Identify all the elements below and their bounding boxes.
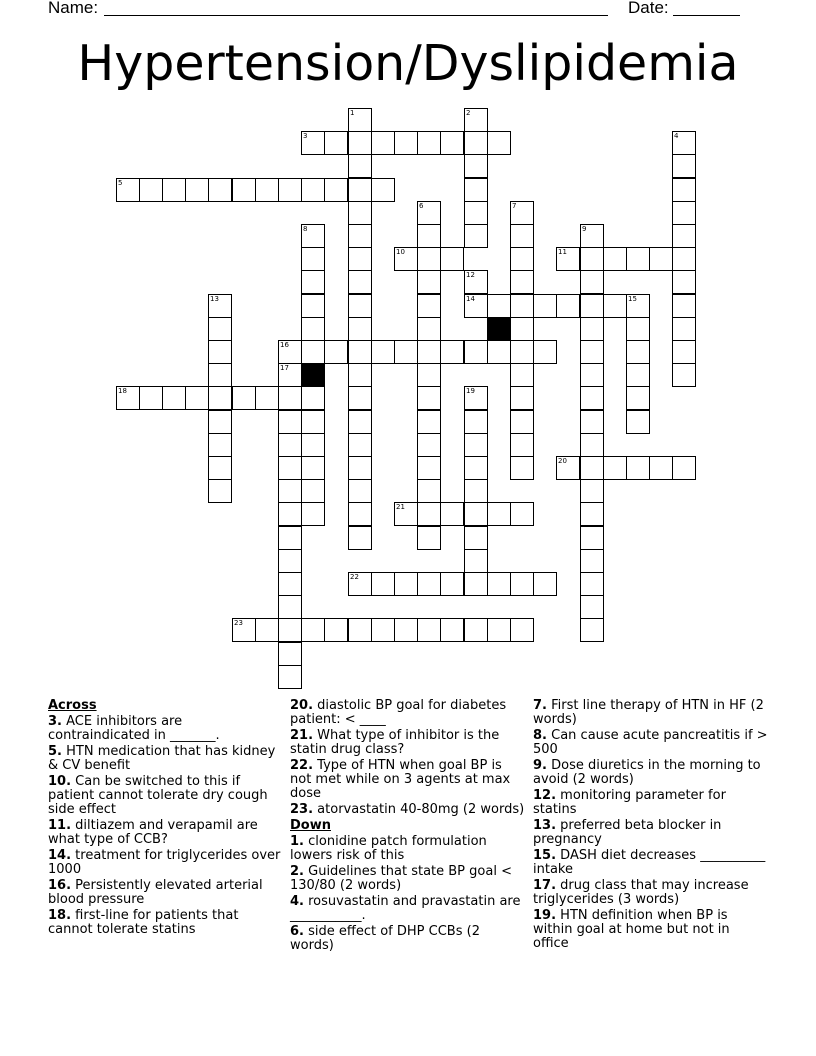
grid-cell[interactable] <box>580 270 604 294</box>
grid-cell[interactable] <box>162 386 186 410</box>
grid-cell[interactable] <box>580 502 604 526</box>
grid-cell[interactable] <box>672 456 696 480</box>
grid-cell[interactable] <box>487 572 511 596</box>
clue-across-16: 16. Persistently elevated arterial blood pressure <box>48 878 263 907</box>
clue-number: 12 <box>466 271 475 279</box>
grid-cell[interactable] <box>139 386 163 410</box>
grid-cell[interactable] <box>324 340 348 364</box>
grid-cell[interactable] <box>324 178 348 202</box>
grid-cell[interactable] <box>487 294 511 318</box>
grid-cell[interactable] <box>487 502 511 526</box>
grid-cell[interactable] <box>301 131 325 155</box>
clues-column-1 <box>48 699 283 939</box>
clue-across-23: 23. atorvastatin 40-80mg (2 words) <box>290 802 525 817</box>
clue-number: 16 <box>280 341 289 349</box>
grid-cell[interactable] <box>556 456 580 480</box>
grid-cell[interactable] <box>371 572 395 596</box>
grid-cell[interactable] <box>464 502 488 526</box>
grid-cell[interactable] <box>417 131 441 155</box>
grid-cell[interactable] <box>371 131 395 155</box>
grid-cell[interactable] <box>626 386 650 410</box>
grid-cell[interactable] <box>348 108 372 132</box>
grid-cell[interactable] <box>278 549 302 573</box>
grid-cell[interactable] <box>301 178 325 202</box>
page-title: Hypertension/Dyslipidemia <box>77 35 739 92</box>
grid-cell[interactable] <box>464 178 488 202</box>
grid-cell[interactable] <box>580 363 604 387</box>
clues-column-3 <box>533 699 768 953</box>
grid-cell[interactable] <box>278 618 302 642</box>
grid-cell[interactable] <box>580 618 604 642</box>
grid-cell[interactable] <box>464 270 488 294</box>
clue-number: 13 <box>210 295 219 303</box>
grid-cell[interactable] <box>417 433 441 457</box>
clue-number: 20 <box>558 457 567 465</box>
grid-cell[interactable] <box>208 340 232 364</box>
grid-cell[interactable] <box>533 294 557 318</box>
grid-cell[interactable] <box>510 386 534 410</box>
grid-cell[interactable] <box>348 479 372 503</box>
grid-cell[interactable] <box>580 340 604 364</box>
grid-cell[interactable] <box>417 618 441 642</box>
grid-cell[interactable] <box>510 456 534 480</box>
grid-cell[interactable] <box>672 294 696 318</box>
grid-cell[interactable] <box>603 247 627 271</box>
grid-cell[interactable] <box>417 317 441 341</box>
grid-cell[interactable] <box>232 618 256 642</box>
grid-cell[interactable] <box>672 247 696 271</box>
grid-cell[interactable] <box>417 479 441 503</box>
grid-cell[interactable] <box>580 247 604 271</box>
grid-cell[interactable] <box>580 595 604 619</box>
grid-cell[interactable] <box>208 363 232 387</box>
clue-down-9: 9. Dose diuretics in the morning to avoid (2 words) <box>533 758 761 787</box>
grid-cell[interactable] <box>348 178 372 202</box>
clue-number: 5 <box>118 179 123 187</box>
grid-cell[interactable] <box>139 178 163 202</box>
grid-cell[interactable] <box>301 618 325 642</box>
clue-down-1: 1. clonidine patch formulation lowers risk of this <box>290 834 487 863</box>
grid-cell[interactable] <box>255 386 279 410</box>
grid-cell[interactable] <box>348 340 372 364</box>
grid-cell[interactable] <box>371 178 395 202</box>
clue-number: 9 <box>582 225 587 233</box>
clue-across-10: 10. Can be switched to this if patient cannot tolerate dry cough side effect <box>48 774 268 817</box>
clue-number: 6 <box>419 202 424 210</box>
grid-cell[interactable] <box>208 386 232 410</box>
grid-cell[interactable] <box>580 526 604 550</box>
grid-cell[interactable] <box>510 247 534 271</box>
clue-across-3: 3. ACE inhibitors are contraindicated in _______. <box>48 714 220 743</box>
grid-cell[interactable] <box>255 618 279 642</box>
grid-cell[interactable] <box>208 410 232 434</box>
grid-cell[interactable] <box>116 386 140 410</box>
clue-number: 19 <box>466 387 475 395</box>
grid-cell[interactable] <box>394 502 418 526</box>
grid-cell[interactable] <box>278 386 302 410</box>
black-cell <box>487 317 511 341</box>
grid-cell[interactable] <box>626 317 650 341</box>
grid-cell[interactable] <box>464 456 488 480</box>
black-cell <box>301 363 325 387</box>
clue-number: 7 <box>512 202 517 210</box>
grid-cell[interactable] <box>301 247 325 271</box>
clue-number: 3 <box>303 132 308 140</box>
clue-number: 18 <box>118 387 127 395</box>
grid-cell[interactable] <box>417 294 441 318</box>
grid-cell[interactable] <box>348 433 372 457</box>
clue-across-11: 11. diltiazem and verapamil are what type of CCB? <box>48 818 258 847</box>
grid-cell[interactable] <box>580 386 604 410</box>
grid-cell[interactable] <box>672 224 696 248</box>
grid-cell[interactable] <box>464 410 488 434</box>
grid-cell[interactable] <box>580 294 604 318</box>
grid-cell[interactable] <box>580 549 604 573</box>
grid-cell[interactable] <box>417 340 441 364</box>
grid-cell[interactable] <box>464 108 488 132</box>
clue-number: 1 <box>350 109 355 117</box>
grid-cell[interactable] <box>278 572 302 596</box>
grid-cell[interactable] <box>626 340 650 364</box>
clue-across-18: 18. first-line for patients that cannot tolerate statins <box>48 908 239 937</box>
grid-cell[interactable] <box>464 224 488 248</box>
clue-number: 10 <box>396 248 405 256</box>
grid-cell[interactable] <box>116 178 140 202</box>
clue-across-5: 5. HTN medication that has kidney & CV benefit <box>48 744 276 773</box>
grid-cell[interactable] <box>464 154 488 178</box>
grid-cell[interactable] <box>301 502 325 526</box>
clue-down-12: 12. monitoring parameter for statins <box>533 788 726 817</box>
grid-cell[interactable] <box>301 294 325 318</box>
grid-cell[interactable] <box>626 410 650 434</box>
grid-cell[interactable] <box>278 479 302 503</box>
grid-cell[interactable] <box>510 502 534 526</box>
grid-cell[interactable] <box>533 340 557 364</box>
clue-across-22: 22. Type of HTN when goal BP is not met while on 3 agents at max dose <box>290 758 511 801</box>
grid-cell[interactable] <box>208 479 232 503</box>
grid-cell[interactable] <box>208 178 232 202</box>
grid-cell[interactable] <box>417 224 441 248</box>
clue-number: 22 <box>350 573 359 581</box>
grid-cell[interactable] <box>208 294 232 318</box>
grid-cell[interactable] <box>672 317 696 341</box>
grid-cell[interactable] <box>464 572 488 596</box>
grid-cell[interactable] <box>510 410 534 434</box>
grid-cell[interactable] <box>348 317 372 341</box>
name-label: Name: <box>48 0 99 17</box>
grid-cell[interactable] <box>464 433 488 457</box>
grid-cell[interactable] <box>510 572 534 596</box>
clue-number: 2 <box>466 109 471 117</box>
grid-cell[interactable] <box>208 456 232 480</box>
grid-cell[interactable] <box>464 618 488 642</box>
clue-down-17: 17. drug class that may increase triglycerides (3 words) <box>533 878 749 907</box>
clue-down-7: 7. First line therapy of HTN in HF (2 words) <box>533 698 764 727</box>
grid-cell[interactable] <box>417 410 441 434</box>
grid-cell[interactable] <box>440 502 464 526</box>
grid-cell[interactable] <box>440 247 464 271</box>
grid-cell[interactable] <box>348 154 372 178</box>
date-label: Date: <box>628 0 669 17</box>
clue-number: 14 <box>466 295 475 303</box>
clue-down-4: 4. rosuvastatin and pravastatin are ___________. <box>290 894 521 923</box>
grid-cell[interactable] <box>301 317 325 341</box>
grid-cell[interactable] <box>232 386 256 410</box>
grid-cell[interactable] <box>348 294 372 318</box>
grid-cell[interactable] <box>510 433 534 457</box>
grid-cell[interactable] <box>417 456 441 480</box>
grid-cell[interactable] <box>487 618 511 642</box>
grid-cell[interactable] <box>510 270 534 294</box>
grid-cell[interactable] <box>278 665 302 689</box>
clue-number: 11 <box>558 248 567 256</box>
grid-cell[interactable] <box>301 433 325 457</box>
grid-cell[interactable] <box>580 410 604 434</box>
grid-cell[interactable] <box>464 549 488 573</box>
clue-number: 23 <box>234 619 243 627</box>
grid-cell[interactable] <box>278 526 302 550</box>
grid-cell[interactable] <box>278 340 302 364</box>
grid-cell[interactable] <box>348 247 372 271</box>
grid-cell[interactable] <box>580 479 604 503</box>
grid-cell[interactable] <box>417 572 441 596</box>
clue-down-2: 2. Guidelines that state BP goal < 130/80 (2 words) <box>290 864 512 893</box>
grid-cell[interactable] <box>417 201 441 225</box>
grid-cell[interactable] <box>301 456 325 480</box>
grid-cell[interactable] <box>208 317 232 341</box>
grid-cell[interactable] <box>301 386 325 410</box>
grid-cell[interactable] <box>440 131 464 155</box>
clue-across-14: 14. treatment for triglycerides over 1000 <box>48 848 281 877</box>
grid-cell[interactable] <box>510 294 534 318</box>
grid-cell[interactable] <box>348 270 372 294</box>
clue-down-6: 6. side effect of DHP CCBs (2 words) <box>290 924 480 953</box>
clue-across-20: 20. diastolic BP goal for diabetes patient: < ____ <box>290 698 507 727</box>
grid-cell[interactable] <box>464 340 488 364</box>
grid-cell[interactable] <box>510 363 534 387</box>
grid-cell[interactable] <box>464 201 488 225</box>
grid-cell[interactable] <box>348 201 372 225</box>
grid-cell[interactable] <box>580 317 604 341</box>
clue-number: 17 <box>280 364 289 372</box>
grid-cell[interactable] <box>464 479 488 503</box>
down-heading: Down <box>290 818 331 833</box>
grid-cell[interactable] <box>510 224 534 248</box>
grid-cell[interactable] <box>324 618 348 642</box>
clue-number: 15 <box>628 295 637 303</box>
grid-cell[interactable] <box>603 456 627 480</box>
grid-cell[interactable] <box>371 618 395 642</box>
grid-cell[interactable] <box>394 618 418 642</box>
grid-cell[interactable] <box>348 502 372 526</box>
grid-cell[interactable] <box>672 201 696 225</box>
clue-down-13: 13. preferred beta blocker in pregnancy <box>533 818 722 847</box>
grid-cell[interactable] <box>301 340 325 364</box>
grid-cell[interactable] <box>348 572 372 596</box>
grid-cell[interactable] <box>580 224 604 248</box>
clues-column-2 <box>290 699 525 955</box>
grid-cell[interactable] <box>672 363 696 387</box>
clue-down-15: 15. DASH diet decreases __________ intake <box>533 848 766 877</box>
clue-across-21: 21. What type of inhibitor is the statin drug class? <box>290 728 500 757</box>
grid-cell[interactable] <box>278 502 302 526</box>
grid-cell[interactable] <box>440 618 464 642</box>
grid-cell[interactable] <box>348 456 372 480</box>
grid-cell[interactable] <box>603 294 627 318</box>
grid-cell[interactable] <box>348 618 372 642</box>
grid-cell[interactable] <box>580 456 604 480</box>
grid-cell[interactable] <box>185 178 209 202</box>
grid-cell[interactable] <box>464 294 488 318</box>
clue-number: 4 <box>674 132 679 140</box>
grid-cell[interactable] <box>417 247 441 271</box>
grid-cell[interactable] <box>510 201 534 225</box>
grid-cell[interactable] <box>440 572 464 596</box>
grid-cell[interactable] <box>510 340 534 364</box>
clue-number: 21 <box>396 503 405 511</box>
grid-cell[interactable] <box>417 386 441 410</box>
grid-cell[interactable] <box>185 386 209 410</box>
grid-cell[interactable] <box>301 479 325 503</box>
grid-cell[interactable] <box>348 363 372 387</box>
grid-cell[interactable] <box>672 154 696 178</box>
grid-cell[interactable] <box>278 363 302 387</box>
grid-cell[interactable] <box>649 456 673 480</box>
grid-cell[interactable] <box>394 572 418 596</box>
grid-cell[interactable] <box>301 224 325 248</box>
grid-cell[interactable] <box>672 340 696 364</box>
grid-cell[interactable] <box>301 270 325 294</box>
grid-cell[interactable] <box>417 270 441 294</box>
grid-cell[interactable] <box>348 131 372 155</box>
grid-cell[interactable] <box>417 363 441 387</box>
grid-cell[interactable] <box>371 340 395 364</box>
grid-cell[interactable] <box>417 502 441 526</box>
grid-cell[interactable] <box>672 270 696 294</box>
grid-cell[interactable] <box>208 433 232 457</box>
grid-cell[interactable] <box>556 247 580 271</box>
grid-cell[interactable] <box>672 178 696 202</box>
grid-cell[interactable] <box>510 317 534 341</box>
clue-down-19: 19. HTN definition when BP is within goal at home but not in office <box>533 908 730 951</box>
grid-cell[interactable] <box>348 386 372 410</box>
grid-cell[interactable] <box>464 526 488 550</box>
clue-number: 8 <box>303 225 308 233</box>
grid-cell[interactable] <box>487 131 511 155</box>
grid-cell[interactable] <box>626 363 650 387</box>
grid-cell[interactable] <box>348 410 372 434</box>
grid-cell[interactable] <box>556 294 580 318</box>
grid-cell[interactable] <box>278 178 302 202</box>
across-heading: Across <box>48 698 97 713</box>
grid-cell[interactable] <box>278 595 302 619</box>
grid-cell[interactable] <box>394 247 418 271</box>
grid-cell[interactable] <box>394 340 418 364</box>
grid-cell[interactable] <box>232 178 256 202</box>
grid-cell[interactable] <box>464 131 488 155</box>
grid-cell[interactable] <box>301 410 325 434</box>
grid-cell[interactable] <box>580 572 604 596</box>
grid-cell[interactable] <box>533 572 557 596</box>
grid-cell[interactable] <box>255 178 279 202</box>
clue-down-8: 8. Can cause acute pancreatitis if > 500 <box>533 728 768 757</box>
grid-cell[interactable] <box>278 433 302 457</box>
grid-cell[interactable] <box>394 131 418 155</box>
grid-cell[interactable] <box>440 340 464 364</box>
grid-cell[interactable] <box>162 178 186 202</box>
grid-cell[interactable] <box>626 294 650 318</box>
grid-cell[interactable] <box>278 642 302 666</box>
grid-cell[interactable] <box>510 618 534 642</box>
grid-cell[interactable] <box>324 131 348 155</box>
grid-cell[interactable] <box>487 340 511 364</box>
grid-cell[interactable] <box>278 410 302 434</box>
grid-cell[interactable] <box>580 433 604 457</box>
grid-cell[interactable] <box>649 247 673 271</box>
grid-cell[interactable] <box>348 526 372 550</box>
grid-cell[interactable] <box>464 386 488 410</box>
grid-cell[interactable] <box>626 247 650 271</box>
grid-cell[interactable] <box>417 526 441 550</box>
grid-cell[interactable] <box>278 456 302 480</box>
grid-cell[interactable] <box>626 456 650 480</box>
grid-cell[interactable] <box>348 224 372 248</box>
grid-cell[interactable] <box>672 131 696 155</box>
